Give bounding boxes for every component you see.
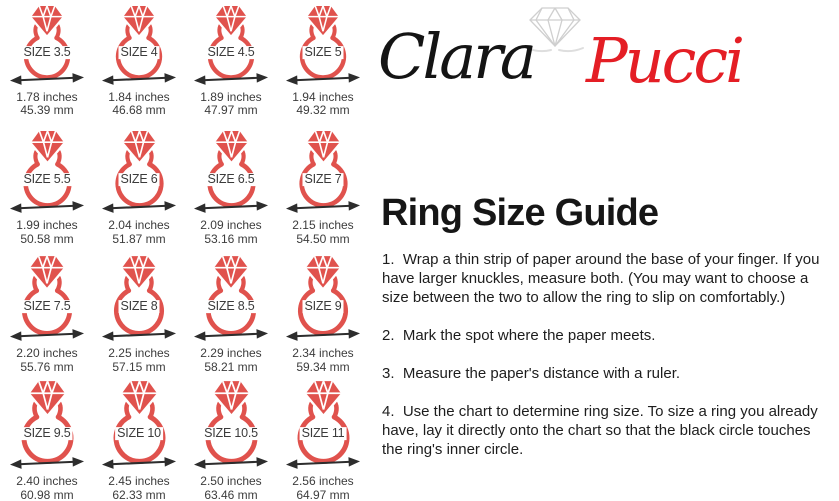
diameter-arrow-icon — [285, 70, 362, 87]
diamond-ring-icon — [194, 4, 268, 80]
ring-measurements — [108, 347, 169, 374]
ring-size-cell — [93, 4, 185, 129]
ring-measurements — [292, 91, 353, 118]
diameter-arrow-icon — [193, 326, 270, 343]
ring-icon — [285, 129, 362, 208]
diameter-arrow-icon — [101, 326, 178, 343]
diamond-ring-icon — [9, 129, 86, 208]
ring-size-label: SIZE 4.5 — [207, 44, 255, 59]
ring-mm: 58.21 mm — [204, 359, 258, 374]
instruction-step-2: 2. Mark the spot where the paper meets. — [382, 327, 656, 344]
diamond-ring-icon — [99, 254, 179, 336]
ring-size-cell — [185, 254, 277, 379]
ring-measurements — [200, 91, 261, 118]
ring-mm: 49.32 mm — [296, 103, 350, 118]
ring-size-cell — [1, 4, 93, 129]
ring-size-cell — [277, 4, 369, 129]
ring-mm: 64.97 mm — [296, 487, 350, 501]
diameter-arrow-icon — [193, 455, 270, 472]
ring-size-label: SIZE 8 — [120, 298, 158, 313]
diamond-ring-icon — [285, 129, 362, 208]
ring-mm: 55.76 mm — [20, 359, 74, 374]
ring-icon — [194, 4, 268, 80]
ring-mm: 63.46 mm — [204, 487, 258, 501]
ring-inches: 1.78 inches — [16, 89, 78, 104]
ring-mm: 50.58 mm — [20, 231, 74, 246]
diamond-ring-icon — [101, 129, 178, 208]
ring-inches: 2.56 inches — [292, 474, 354, 489]
ring-size-label: SIZE 5 — [304, 44, 342, 59]
ring-size-label: SIZE 7.5 — [23, 298, 71, 313]
ring-size-label: SIZE 6 — [120, 171, 158, 186]
diameter-arrow-icon — [101, 455, 178, 472]
diamond-ring-icon — [102, 4, 176, 80]
ring-measurements — [200, 347, 261, 374]
ring-inches: 2.29 inches — [200, 346, 262, 361]
instruction-step-1: 1. Wrap a thin strip of paper around the base of your finger. If you have larger knuckles, measure both. (You may want to choose a size between the two to allow the ring to slip on comfortably.) — [382, 251, 824, 306]
ring-size-label: SIZE 9 — [304, 298, 342, 313]
ring-size-label: SIZE 10.5 — [204, 425, 258, 440]
ring-size-cell — [185, 379, 277, 501]
ring-mm: 51.87 mm — [112, 231, 166, 246]
ring-icon — [101, 129, 178, 208]
diameter-arrow-icon — [285, 326, 362, 343]
diameter-arrow-icon — [101, 198, 178, 215]
ring-mm: 60.98 mm — [20, 487, 74, 501]
ring-measurements — [16, 91, 77, 118]
brand-logo — [378, 4, 788, 108]
ring-size-label: SIZE 8.5 — [207, 298, 255, 313]
ring-size-cell — [1, 379, 93, 501]
ring-mm: 47.97 mm — [204, 103, 258, 118]
ring-size-cell — [277, 379, 369, 501]
ring-size-label: SIZE 9.5 — [23, 425, 71, 440]
ring-measurements — [108, 91, 169, 118]
diameter-arrow-icon — [9, 326, 86, 343]
ring-icon — [191, 254, 271, 336]
diameter-arrow-icon — [193, 198, 270, 215]
ring-measurements — [108, 219, 169, 246]
ring-mm: 46.68 mm — [112, 103, 166, 118]
diamond-ring-icon — [282, 379, 365, 464]
ring-inches: 1.99 inches — [16, 218, 78, 233]
ring-inches: 2.04 inches — [108, 218, 170, 233]
ring-icon — [6, 379, 89, 464]
ring-size-cell — [1, 129, 93, 254]
ring-measurements — [108, 475, 169, 501]
instruction-steps — [382, 250, 834, 478]
diameter-arrow-icon — [9, 198, 86, 215]
ring-icon — [102, 4, 176, 80]
instruction-step-3: 3. Measure the paper's distance with a ruler. — [382, 365, 681, 382]
diameter-arrow-icon — [193, 70, 270, 87]
ring-size-label: SIZE 3.5 — [23, 44, 71, 59]
ring-size-cell — [93, 254, 185, 379]
ring-inches: 2.50 inches — [200, 474, 262, 489]
ring-measurements — [16, 219, 77, 246]
page-title: Ring Size Guide — [381, 192, 659, 234]
ring-mm: 59.34 mm — [296, 359, 350, 374]
diamond-ring-icon — [10, 4, 84, 80]
ring-icon — [286, 4, 360, 80]
ring-size-cell — [277, 254, 369, 379]
ring-inches: 2.20 inches — [16, 346, 78, 361]
ring-mm: 57.15 mm — [112, 359, 166, 374]
ring-size-label: SIZE 11 — [301, 425, 345, 440]
diameter-arrow-icon — [285, 455, 362, 472]
ring-measurements — [200, 219, 261, 246]
ring-icon — [282, 379, 365, 464]
ring-icon — [193, 129, 270, 208]
ring-icon — [7, 254, 87, 336]
ring-size-label: SIZE 7 — [304, 171, 342, 186]
diameter-arrow-icon — [9, 455, 86, 472]
diamond-ring-icon — [191, 254, 271, 336]
ring-size-cell — [277, 129, 369, 254]
ring-icon — [99, 254, 179, 336]
diameter-arrow-icon — [101, 70, 178, 87]
logo-text-pucci: Pucci — [586, 24, 742, 97]
ring-inches: 1.84 inches — [108, 89, 170, 104]
ring-size-label: SIZE 6.5 — [207, 171, 255, 186]
ring-measurements — [292, 347, 353, 374]
ring-inches: 2.34 inches — [292, 346, 354, 361]
diamond-ring-icon — [283, 254, 363, 336]
ring-inches: 2.09 inches — [200, 218, 262, 233]
diamond-ring-icon — [193, 129, 270, 208]
diamond-ring-icon — [286, 4, 360, 80]
ring-icon — [190, 379, 273, 464]
ring-inches: 2.15 inches — [292, 218, 354, 233]
ring-measurements — [292, 219, 353, 246]
ring-size-cell — [185, 4, 277, 129]
diamond-ring-icon — [190, 379, 273, 464]
ring-measurements — [200, 475, 261, 501]
ring-size-label: SIZE 5.5 — [23, 171, 71, 186]
ring-icon — [10, 4, 84, 80]
ring-size-chart — [1, 4, 369, 501]
ring-mm: 45.39 mm — [20, 103, 74, 118]
ring-icon — [283, 254, 363, 336]
ring-measurements — [16, 475, 77, 501]
ring-icon — [98, 379, 181, 464]
ring-inches: 1.89 inches — [200, 89, 262, 104]
ring-inches: 1.94 inches — [292, 89, 354, 104]
ring-inches: 2.25 inches — [108, 346, 170, 361]
ring-mm: 62.33 mm — [112, 487, 166, 501]
ring-mm: 54.50 mm — [296, 231, 350, 246]
instruction-step-4: 4. Use the chart to determine ring size. To size a ring you already have, lay it directly onto the chart so that the black circle touches the ring's inner circle. — [382, 403, 822, 458]
ring-size-label: SIZE 4 — [120, 44, 158, 59]
ring-measurements — [292, 475, 353, 501]
diamond-ring-icon — [6, 379, 89, 464]
diamond-ring-icon — [7, 254, 87, 336]
logo-text-clara: Clara — [378, 20, 534, 93]
diameter-arrow-icon — [9, 70, 86, 87]
ring-size-cell — [185, 129, 277, 254]
ring-size-cell — [93, 379, 185, 501]
diameter-arrow-icon — [285, 198, 362, 215]
ring-size-cell — [1, 254, 93, 379]
diamond-ring-icon — [98, 379, 181, 464]
ring-size-label: SIZE 10 — [117, 425, 161, 440]
ring-size-cell — [93, 129, 185, 254]
ring-measurements — [16, 347, 77, 374]
ring-inches: 2.40 inches — [16, 474, 78, 489]
ring-mm: 53.16 mm — [204, 231, 258, 246]
ring-inches: 2.45 inches — [108, 474, 170, 489]
ring-icon — [9, 129, 86, 208]
